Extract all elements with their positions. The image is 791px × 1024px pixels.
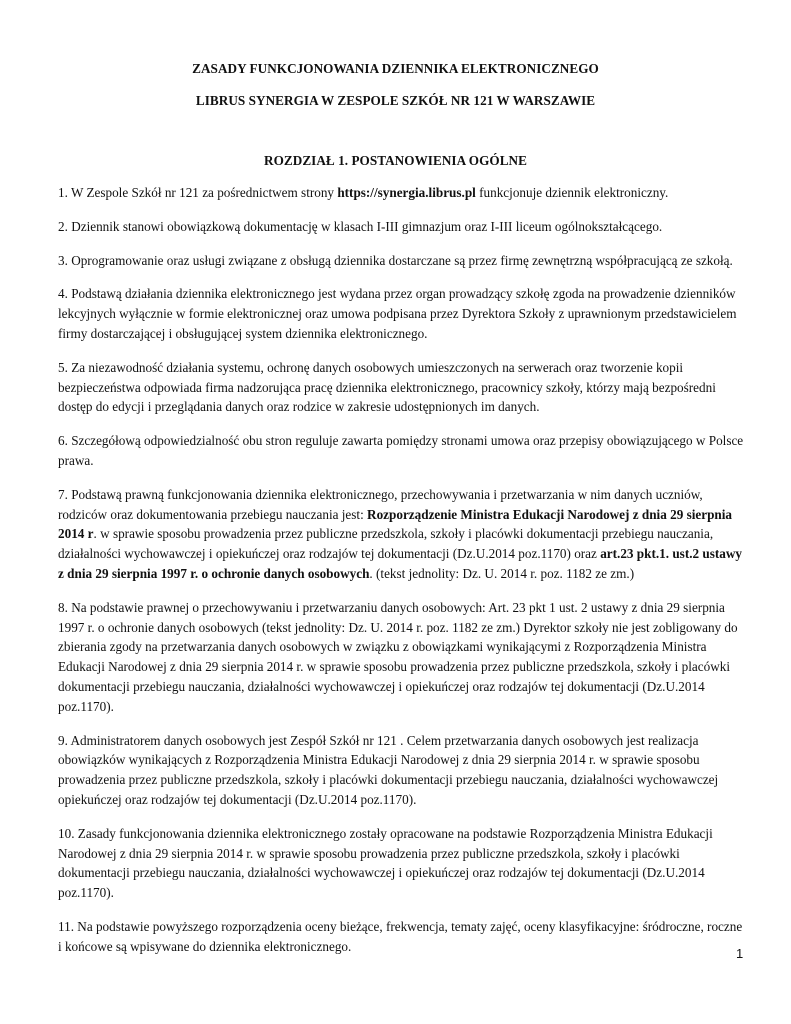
page-number: 1: [736, 946, 744, 961]
paragraph-11: 11. Na podstawie powyższego rozporządzenia oceny bieżące, frekwencja, tematy zajęć, oceny klasyfikacyjne: śródroczne, roczne i końcowe są wpisywane do dziennika elektronicznego.: [58, 918, 743, 954]
section-title: ROZDZIAŁ 1. POSTANOWIENIA OGÓLNE: [264, 153, 527, 168]
paragraph-9: 9. Administratorem danych osobowych jest Zespół Szkół nr 121 . Celem przetwarzania danych osobowych jest realizacja obowiązków wynikających z Rozporządzenia Ministra Edukacji Narodowej z dnia 29 sierpnia 2014 r. w sprawie sposobu prowadzenia przez publiczne przedszkola, szkoły i placówki dokumentacji przebiegu nauczania, działalności wychowawczej opiekuńczej oraz rodzajów tej dokumentacji (Dz.U.2014 poz.1170).: [58, 732, 719, 807]
paragraph-7-text-e: . (tekst jednolity: Dz. U. 2014 r. poz. 1182 ze zm.): [369, 565, 635, 581]
paragraph-2: 2. Dziennik stanowi obowiązkową dokumentację w klasach I-III gimnazjum oraz I-III liceum ogólnokształcącego.: [58, 218, 663, 234]
librus-url: https://synergia.librus.pl: [337, 185, 476, 200]
paragraph-1-text-a: 1. W Zespole Szkół nr 121 za pośrednictwem strony: [58, 185, 338, 200]
act-reference: art.23 pkt.1. ust.2 ustawy z dnia 29 sierpnia 1997 r. o ochronie danych osobowych: [58, 546, 742, 581]
document-body: [58, 183, 748, 971]
paragraph-1-text-c: funkcjonuje dziennik elektroniczny.: [475, 185, 669, 200]
paragraph-7: [58, 485, 748, 584]
paragraph-10: 10. Zasady funkcjonowania dziennika elektronicznego zostały opracowane na podstawie Rozporządzenia Ministra Edukacji Narodowej z dnia 29 sierpnia 2014 r. w sprawie sposobu prowadzenia przez publiczne przedszkola, szkoły i placówki dokumentacji przebiegu nauczania, działalności wychowawczej i opiekuńczej oraz rodzajów tej dokumentacji (Dz.U.2014 poz.1170).: [58, 825, 713, 901]
paragraph-5: 5. Za niezawodność działania systemu, ochronę danych osobowych umieszczonych na serwerach oraz tworzenie kopii bezpieczeństwa odpowiada firma nadzorująca pracę dziennika elektronicznego, pracownicy szkoły, którzy mają bezpośredni dostęp do edycji i przeglądania danych oraz rodzice w zakresie udostępnionych im danych.: [58, 359, 716, 415]
paragraph-3: 3. Oprogramowanie oraz usługi związane z obsługą dziennika dostarczane są przez firmę zewnętrzną współpracującą ze szkołą.: [58, 252, 733, 268]
paragraph-6: 6. Szczegółową odpowiedzialność obu stron reguluje zawarta pomiędzy stronami umowa oraz przepisy obowiązującego w Polsce prawa.: [58, 433, 744, 468]
regulation-reference: Rozporządzenie Ministra Edukacji Narodowej z dnia 29 sierpnia 2014 r: [58, 506, 733, 542]
paragraph-7-text-a: 7. Podstawą prawną funkcjonowania dziennika elektronicznego, przechowywania i przetwarzania w nim danych uczniów, rodziców oraz dokumentowania przebiegu nauczania jest:: [58, 486, 703, 522]
paragraph-1: [58, 183, 748, 203]
document-title: ZASADY FUNKCJONOWANIA DZIENNIKA ELEKTRONICZNEGO: [192, 61, 599, 76]
paragraph-4: 4. Podstawą działania dziennika elektronicznego jest wydana przez organ prowadzący szkołę zgoda na prowadzenie dzienników lekcyjnych wyłącznie w formie elektronicznej oraz umowa podpisana przez Dyrektora Szkoły z uprawnionym przedstawicielem firmy dostarczającej i obsługującej system dziennika elektronicznego.: [58, 286, 737, 341]
paragraph-8: 8. Na podstawie prawnej o przechowywaniu i przetwarzaniu danych osobowych: Art. 23 pkt 1 ust. 2 ustawy z dnia 29 sierpnia 1997 r. o ochronie danych osobowych (tekst jednolity: Dz. U. 2014 r. poz. 1182 ze zm.) Dyrektor szkoły nie jest zobligowany do zbierania zgody na przetwarzania danych osobowych w związku z obowiązkami wynikającymi z Rozporządzenia Ministra Edukacji Narodowej z dnia 29 sierpnia 2014 r. w sprawie sposobu prowadzenia przez publiczne przedszkola, szkoły i placówki dokumentacji przebiegu nauczania, działalności wychowawczej i opiekuńczej oraz rodzajów tej dokumentacji (Dz.U.2014 poz.1170).: [58, 599, 738, 714]
document-subtitle: LIBRUS SYNERGIA W ZESPOLE SZKÓŁ NR 121 W WARSZAWIE: [195, 93, 596, 108]
paragraph-7-text-c: . w sprawie sposobu prowadzenia przez publiczne przedszkola, szkoły i placówki dokumentacji przebiegu nauczania, działalności wychowawczej i opiekuńczej oraz rodzajów tej dokumentacji (Dz.U.2014 poz.1170) oraz: [58, 526, 714, 562]
